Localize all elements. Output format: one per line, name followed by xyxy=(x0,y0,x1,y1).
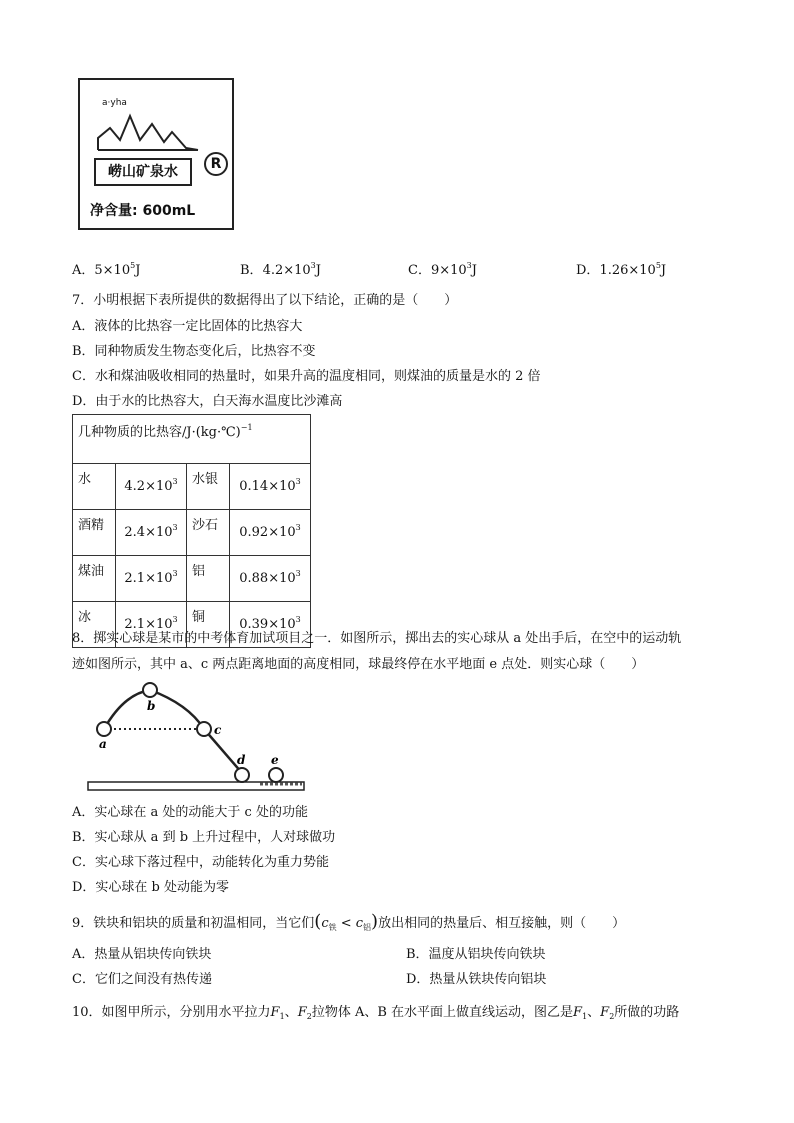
q6-option-c: C．$9\times 10^3J$ xyxy=(408,261,477,278)
q8-option-c: C．实心球下落过程中，动能转化为重力势能 xyxy=(72,855,329,870)
q9-option-a: A．热量从铝块传向铁块 xyxy=(72,947,212,962)
q8-option-b: B．实心球从 a 到 b 上升过程中，人对球做功 xyxy=(72,830,336,845)
label-d: d xyxy=(237,753,246,767)
label-brand-text: a·yha xyxy=(102,98,127,108)
label-product-name: 崂山矿泉水 xyxy=(94,158,192,186)
specific-heat-table xyxy=(72,414,311,648)
q8-stem-line2: 迹如图所示，其中 a、c 两点距离地面的高度相同，球最终停在水平地面 e 点处．则实心球（ ） xyxy=(72,657,645,672)
label-e: e xyxy=(271,753,279,767)
q8-stem-line1: 8．掷实心球是某市的中考体育加试项目之一．如图所示，掷出去的实心球从 a 处出手后，在空中的运动轨 xyxy=(72,631,682,646)
label-volume-text: 净含量: 600mL xyxy=(90,203,196,219)
ball-a xyxy=(97,722,111,736)
table-row: 水 $4.2\times 10^3$ 水银 $0.14\times 10^3$ xyxy=(73,464,311,510)
label-b: b xyxy=(147,699,156,713)
ball-d xyxy=(235,768,249,782)
mountain-logo-icon xyxy=(94,110,204,154)
mineral-water-label-image xyxy=(78,78,234,230)
q9-option-d: D．热量从铁块传向铝块 xyxy=(406,972,547,987)
q9-stem: 9．铁块和铝块的质量和初温相同，当它们$(c_铁 < c_铝)$放出相同的热量后、相互接触，则（ ） xyxy=(72,911,626,932)
q9-option-b: B．温度从铝块传向铁块 xyxy=(406,947,546,962)
ball-e xyxy=(269,768,283,782)
q10-stem: 10．如图甲所示，分别用水平拉力$F_1$、$F_2$拉物体 A、B 在水平面上做直线运动，图乙是$F_1$、$F_2$所做的功路 xyxy=(72,1005,680,1021)
q7-option-c: C．水和煤油吸收相同的热量时，如果升高的温度相同，则煤油的质量是水的 2 倍 xyxy=(72,369,541,384)
q6-option-a: A．$5\times 10^5J$ xyxy=(72,261,141,278)
q8-option-d: D．实心球在 b 处动能为零 xyxy=(72,880,230,895)
ball-trajectory-figure xyxy=(84,680,314,798)
ball-c xyxy=(197,722,211,736)
q7-option-a: A．液体的比热容一定比固体的比热容大 xyxy=(72,319,303,334)
q7-stem: 7．小明根据下表所提供的数据得出了以下结论，正确的是（ ） xyxy=(72,293,458,308)
q6-option-d: D．$1.26\times 10^5J$ xyxy=(576,261,667,278)
table-row: 酒精 $2.4\times 10^3$ 沙石 $0.92\times 10^3$ xyxy=(73,510,311,556)
q7-option-b: B．同种物质发生物态变化后，比热容不变 xyxy=(72,344,316,359)
table-row: 冰 $2.1\times 10^3$ 铜 $0.39\times 10^3$ xyxy=(73,602,311,648)
registered-mark-icon: R xyxy=(204,152,228,176)
trajectory-fall xyxy=(150,690,204,729)
table-row: 煤油 $2.1\times 10^3$ 铝 $0.88\times 10^3$ xyxy=(73,556,311,602)
label-a: a xyxy=(99,737,107,751)
q9-option-c: C．它们之间没有热传递 xyxy=(72,972,212,987)
trajectory-rise xyxy=(104,690,150,729)
q6-option-b: B．$4.2\times 10^3J$ xyxy=(240,261,321,278)
label-c: c xyxy=(214,723,222,737)
q8-option-a: A．实心球在 a 处的动能大于 c 处的功能 xyxy=(72,805,308,820)
ball-b xyxy=(143,683,157,697)
q7-option-d: D．由于水的比热容大，白天海水温度比沙滩高 xyxy=(72,394,343,409)
table-header: 几种物质的比热容/J·(kg·℃)$^{-1}$ xyxy=(73,415,311,464)
